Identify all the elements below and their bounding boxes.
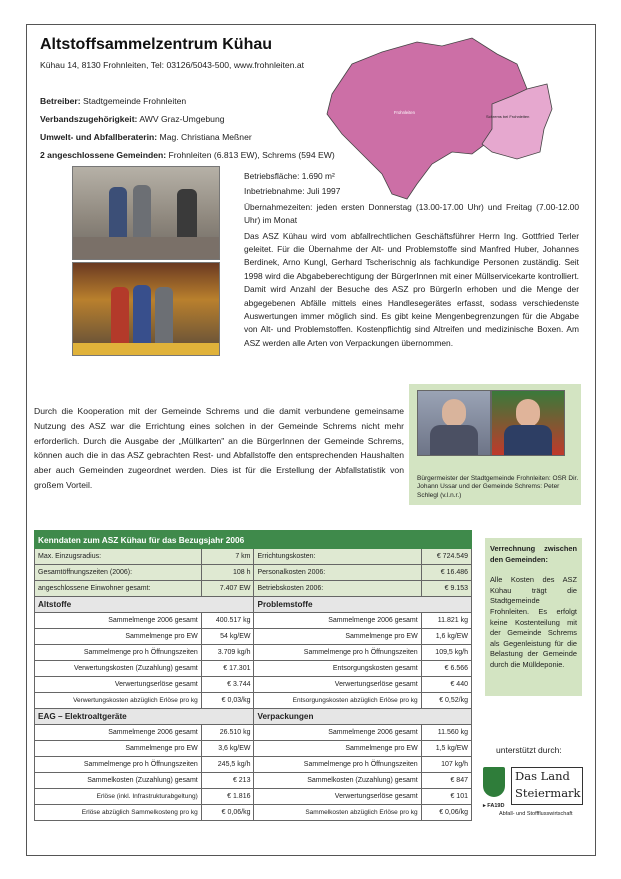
page-title: Altstoffsammelzentrum Kühau bbox=[40, 36, 273, 53]
table-row bbox=[35, 565, 472, 581]
table-cell: Verwertungserlöse gesamt bbox=[254, 677, 421, 693]
table-cell: Sammelmenge pro h Öffnungszeiten bbox=[254, 645, 421, 661]
table-cell: 7.407 EW bbox=[201, 581, 254, 597]
table-cell: € 0,03/kg bbox=[201, 693, 254, 709]
table-cell: 26.510 kg bbox=[201, 725, 254, 741]
table-cell: 11.560 kg bbox=[421, 725, 471, 741]
table-cell: € 440 bbox=[421, 677, 471, 693]
logo-line-1: Das Land bbox=[515, 769, 570, 783]
info-value: Mag. Christiana Meßner bbox=[159, 132, 252, 142]
table-cell: € 9.153 bbox=[421, 581, 471, 597]
detail-area: Betriebsfläche: 1.690 m² bbox=[244, 171, 335, 181]
sidebar-text: Alle Kosten des ASZ Kühau trägt die Stadtgemeinde Frohnleiten. Es erfolgt keine Kostenteilung mit der Gemeinde Schrems als Gegenleistung für die Belastung der Gemeinde durch die Mülldeponie. bbox=[490, 575, 577, 669]
section-heading: Verpackungen bbox=[254, 709, 472, 725]
address-line: Kühau 14, 8130 Frohnleiten, Tel: 03126/5043-500, www.frohnleiten.at bbox=[40, 60, 305, 70]
logo-dept-name: Abfall- und Stoffflusswirtschaft bbox=[499, 811, 573, 817]
info-label: Verbandszugehörigkeit: bbox=[40, 114, 138, 124]
info-association bbox=[40, 114, 225, 124]
map-label-schrems: Schrems bei Frohnleiten bbox=[486, 114, 530, 119]
table-cell: Entsorgungskosten gesamt bbox=[254, 661, 421, 677]
table-row bbox=[35, 773, 472, 789]
table-cell: Sammelkosten abzüglich Erlöse pro kg bbox=[254, 805, 421, 821]
table-cell: € 0,52/kg bbox=[421, 693, 471, 709]
table-title: Kenndaten zum ASZ Kühau für das Bezugsjahr 2006 bbox=[35, 531, 472, 549]
table-row bbox=[35, 677, 472, 693]
mayor-box bbox=[409, 384, 581, 505]
table-cell: € 724.549 bbox=[421, 549, 471, 565]
table-cell: 3,6 kg/EW bbox=[201, 741, 254, 757]
table-cell: € 0,06/kg bbox=[201, 805, 254, 821]
table-cell: Sammelmenge pro EW bbox=[35, 629, 202, 645]
table-cell: 1,6 kg/EW bbox=[421, 629, 471, 645]
table-section-row bbox=[35, 597, 472, 613]
info-label: 2 angeschlossene Gemeinden: bbox=[40, 150, 167, 160]
table-cell: 11.821 kg bbox=[421, 613, 471, 629]
table-cell: 400.517 kg bbox=[201, 613, 254, 629]
info-value: AWV Graz-Umgebung bbox=[139, 114, 225, 124]
table-cell: Betriebskosten 2006: bbox=[254, 581, 421, 597]
table-cell: € 3.744 bbox=[201, 677, 254, 693]
info-value: Stadtgemeinde Frohnleiten bbox=[82, 96, 187, 106]
table-cell: Verwertungserlöse gesamt bbox=[254, 789, 421, 805]
table-cell: Sammelmenge pro EW bbox=[35, 741, 202, 757]
section-heading: EAG – Elektroaltgeräte bbox=[35, 709, 254, 725]
table-cell: Sammelmenge 2006 gesamt bbox=[35, 725, 202, 741]
mayor-photo-left bbox=[417, 390, 491, 456]
table-cell: € 17.301 bbox=[201, 661, 254, 677]
table-cell: angeschlossene Einwohner gesamt: bbox=[35, 581, 202, 597]
table-row bbox=[35, 757, 472, 773]
table-section-row bbox=[35, 709, 472, 725]
table-row bbox=[35, 629, 472, 645]
info-value: Frohnleiten (6.813 EW), Schrems (594 EW) bbox=[168, 150, 335, 160]
map-label-frohnleiten: Frohnleiten bbox=[394, 110, 415, 115]
table-cell: Verwertungskosten (Zuzahlung) gesamt bbox=[35, 661, 202, 677]
photo-workers bbox=[72, 166, 220, 260]
table-cell: Personalkosten 2006: bbox=[254, 565, 421, 581]
table-cell: € 16.486 bbox=[421, 565, 471, 581]
info-operator bbox=[40, 96, 186, 106]
detail-opening: Inbetriebnahme: Juli 1997 bbox=[244, 186, 341, 197]
detail-description: Das ASZ Kühau wird vom abfallrechtlichen Geschäftsführer Herrn Ing. Gottfried Terler geleitet. Für die Übernahme der Alt- und Problemstoffe sind Manfred Huber, Johannes Berdinek, Arno Kungl, Gerhard Tscherischnig als fachkundige Personen zuständig. Seit 1998 wird die Abgabeberechtigung der BürgerInnen mit einer Müllservicekarte kontrolliert. Damit wird Anzahl der Besuche des ASZ pro BürgerIn erhoben und die Menge der abgegebenen Abfälle mittels eines Handlesegerätes erfasst, sodass verschiedenste Auswertungen immer möglich sind. Es gibt keine Mengenbegrenzungen für die Abgabe von Alt- und Problemstoffen. Kostenpflichtig sind Altreifen und medizinische Boxen. Am ASZ werden alle Arten von Verpackungen übernommen. bbox=[244, 230, 579, 348]
table-cell: Verwertungskosten abzüglich Erlöse pro kg bbox=[35, 693, 202, 709]
table-cell: € 0,06/kg bbox=[421, 805, 471, 821]
table-row bbox=[35, 581, 472, 597]
table-cell: € 213 bbox=[201, 773, 254, 789]
table-row bbox=[35, 613, 472, 629]
info-advisor bbox=[40, 132, 252, 142]
mayor-caption: Bürgermeister der Stadtgemeinde Frohnleiten: OSR Dir. Johann Ussar und der Gemeinde Schrems: Peter Schlegl (v.l.n.r.) bbox=[417, 475, 579, 499]
table-cell: Sammelmenge pro EW bbox=[254, 741, 421, 757]
logo-dept-code: ▸ FA19D bbox=[483, 803, 505, 809]
table-cell: € 1.816 bbox=[201, 789, 254, 805]
table-row bbox=[35, 549, 472, 565]
table-cell: Sammelmenge pro h Öffnungszeiten bbox=[35, 757, 202, 773]
table-row bbox=[35, 805, 472, 821]
table-cell: € 847 bbox=[421, 773, 471, 789]
table-cell: 245,5 kg/h bbox=[201, 757, 254, 773]
info-label: Umwelt- und Abfallberaterin: bbox=[40, 132, 158, 142]
table-cell: Sammelmenge pro EW bbox=[254, 629, 421, 645]
table-row bbox=[35, 661, 472, 677]
table-cell: Verwertungserlöse gesamt bbox=[35, 677, 202, 693]
cooperation-text: Durch die Kooperation mit der Gemeinde Schrems und die damit verbundene gemeinsame Nutzung des ASZ war die Errichtung eines solchen in der Gemeinde Schrems nicht mehr erforderlich. Durch die Ausgabe der „Müllkarten" an die BürgerInnen der Gemeinde Schrems, können auch die in das ASZ gebrachten Rest- und Abfallstoffe den entsprechenden Haushalten aber auch Gemeinden zugeordnet werden. Dies ist für die Erstellung der Abfallstatistik von großem Vorteil. bbox=[34, 406, 404, 490]
table-cell: Sammelmenge pro h Öffnungszeiten bbox=[254, 757, 421, 773]
table-cell: Errichtungskosten: bbox=[254, 549, 421, 565]
table-cell: 54 kg/EW bbox=[201, 629, 254, 645]
section-heading: Altstoffe bbox=[35, 597, 254, 613]
table-cell: 107 kg/h bbox=[421, 757, 471, 773]
sidebar-title: Verrechnung zwischen den Gemeinden: bbox=[490, 544, 577, 564]
table-cell: € 6.566 bbox=[421, 661, 471, 677]
table-row bbox=[35, 741, 472, 757]
table-cell: Sammelmenge 2006 gesamt bbox=[254, 725, 421, 741]
table-cell: Sammelmenge pro h Öffnungszeiten bbox=[35, 645, 202, 661]
info-label: Betreiber: bbox=[40, 96, 81, 106]
table-cell: 7 km bbox=[201, 549, 254, 565]
table-row bbox=[35, 789, 472, 805]
shield-icon bbox=[483, 767, 505, 797]
table-cell: 3.709 kg/h bbox=[201, 645, 254, 661]
table-cell: Entsorgungskosten abzüglich Erlöse pro kg bbox=[254, 693, 421, 709]
photo-staff bbox=[72, 262, 220, 356]
section-heading: Problemstoffe bbox=[254, 597, 472, 613]
table-cell: 1,5 kg/EW bbox=[421, 741, 471, 757]
table-cell: Sammelkosten (Zuzahlung) gesamt bbox=[35, 773, 202, 789]
table-row bbox=[35, 693, 472, 709]
table-row bbox=[35, 725, 472, 741]
land-steiermark-logo bbox=[483, 765, 583, 821]
info-municipalities bbox=[40, 150, 335, 160]
table-cell: 108 h bbox=[201, 565, 254, 581]
table-row bbox=[35, 645, 472, 661]
table-cell: Max. Einzugsradius: bbox=[35, 549, 202, 565]
mayor-photo-right bbox=[491, 390, 565, 456]
logo-wordmark bbox=[511, 767, 583, 805]
key-data-table bbox=[34, 530, 472, 821]
table-cell: 109,5 kg/h bbox=[421, 645, 471, 661]
table-cell: Erlöse (inkl. Infrastrukturabgeltung) bbox=[35, 789, 202, 805]
table-cell: Sammelkosten (Zuzahlung) gesamt bbox=[254, 773, 421, 789]
billing-sidebar bbox=[485, 538, 582, 696]
table-cell: Sammelmenge 2006 gesamt bbox=[35, 613, 202, 629]
table-cell: € 101 bbox=[421, 789, 471, 805]
detail-hours: Übernahmezeiten: jeden ersten Donnerstag (13.00-17.00 Uhr) und Freitag (7.00-12.00 Uhr) im Monat bbox=[244, 201, 579, 226]
table-cell: Sammelmenge 2006 gesamt bbox=[254, 613, 421, 629]
supported-by-label: unterstützt durch: bbox=[496, 745, 562, 755]
table-cell: Gesamtöffnungszeiten (2006): bbox=[35, 565, 202, 581]
facility-details bbox=[244, 170, 579, 352]
logo-line-2: Steiermark bbox=[515, 786, 581, 800]
table-cell: Erlöse abzüglich Sammelkosteng pro kg bbox=[35, 805, 202, 821]
